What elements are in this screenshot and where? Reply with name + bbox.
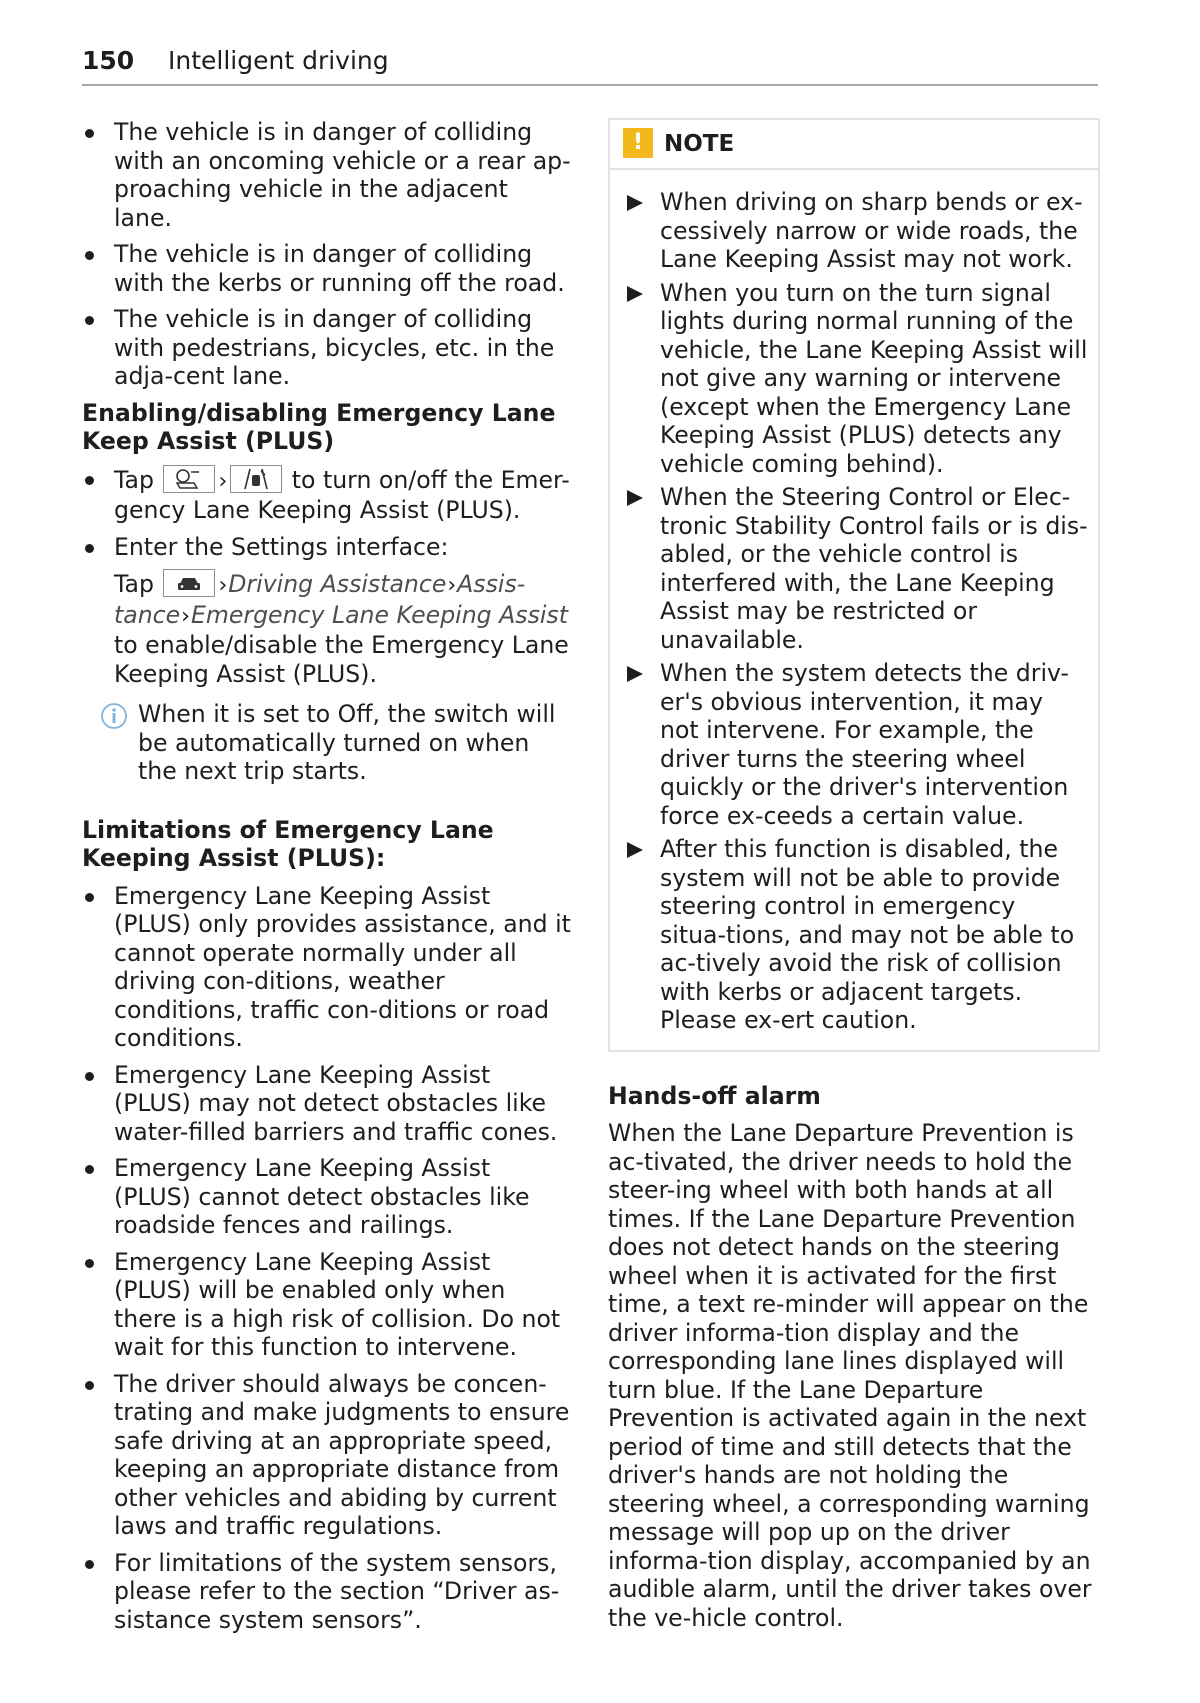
path-emergency-lane-keeping-assist[interactable]: Emergency Lane Keeping Assist — [190, 600, 568, 629]
bullet-dot — [85, 316, 94, 325]
bullet-dot — [85, 1072, 94, 1081]
list-item: The vehicle is in danger of colliding with the kerbs or running off the road. — [82, 240, 572, 297]
chevron-right-icon: › — [218, 573, 228, 598]
list-item: The vehicle is in danger of colliding with an oncoming vehicle or a rear ap-proaching vehicle in the adjacent lane. — [82, 118, 572, 232]
steering-assist-icon[interactable] — [163, 465, 215, 493]
list-item: Emergency Lane Keeping Assist (PLUS) may not detect obstacles like water-filled barriers and traffic cones. — [82, 1061, 572, 1147]
list-item: For limitations of the system sensors, please refer to the section “Driver as-sistance system sensors”. — [82, 1549, 572, 1635]
path-assistance[interactable]: Assis-tance — [114, 570, 526, 629]
triangle-bullet-icon — [626, 194, 644, 212]
warning-icon: ! — [623, 128, 653, 158]
bullet-dot — [85, 1165, 94, 1174]
info-icon — [100, 702, 128, 737]
bullet-dot — [85, 1259, 94, 1268]
right-column — [608, 118, 1100, 1632]
note-box — [608, 118, 1100, 1052]
note-item: When the system detects the driv-er's obvious intervention, it may not intervene. For example, the driver turns the steering wheel quickly or the driver's intervention force ex-ceeds a certain value. — [626, 659, 1088, 830]
list-item: The driver should always be concen-trating and make judgments to ensure safe driving at an appropriate speed, keeping an appropriate distance from other vehicles and abiding by current laws and traffic regulations. — [82, 1370, 572, 1541]
triangle-bullet-icon — [626, 489, 644, 507]
note-item: When driving on sharp bends or ex-cessively narrow or wide roads, the Lane Keeping Assist may not work. — [626, 188, 1088, 274]
bullet-dot — [85, 1381, 94, 1390]
chevron-right-icon: › — [218, 468, 228, 494]
list-item-tap-toggle: Tap › to turn on/off the Emer-gency Lane Keeping Assist (PLUS). — [82, 465, 572, 525]
limitations-heading: Limitations of Emergency Lane Keeping Assist (PLUS): — [82, 815, 494, 872]
bullet-dot — [85, 129, 94, 138]
list-item: Emergency Lane Keeping Assist (PLUS) will be enabled only when there is a high risk of collision. Do not wait for this function to intervene. — [82, 1248, 572, 1362]
note-body — [610, 170, 1098, 1050]
bullet-dot — [85, 476, 94, 485]
list-item: Emergency Lane Keeping Assist (PLUS) cannot detect obstacles like roadside fences and railings. — [82, 1154, 572, 1240]
bullet-dot — [85, 251, 94, 260]
car-icon[interactable] — [163, 569, 215, 597]
bullet-dot — [85, 544, 94, 553]
enable-heading: Enabling/disabling Emergency Lane Keep Assist (PLUS) — [82, 398, 556, 455]
triangle-bullet-icon — [626, 665, 644, 683]
settings-path: Tap ›Driving Assistance›Assis-tance›Emergency Lane Keeping Assist to enable/disable the Emergency Lane Keeping Assist (PLUS). — [114, 570, 569, 688]
hands-off-body: When the Lane Departure Prevention is ac-tivated, the driver needs to hold the steer-ing wheel with both hands at all times. If the Lane Departure Prevention does not detect hands on the steering wheel when it is activated for the first time, a text re-minder will appear on the driver informa-tion display and the corresponding lane lines displayed will turn blue. If the Lane Departure Prevention is activated again in the next period of time and still detects that the driver's hands are not holding the steering wheel, a corresponding warning message will pop up on the driver informa-tion display, accompanied by an audible alarm, until the driver takes over the ve-hicle control. — [608, 1119, 1092, 1632]
triangle-bullet-icon — [626, 285, 644, 303]
note-label: NOTE — [664, 131, 735, 157]
page-header — [82, 44, 1098, 86]
list-item-settings: Enter the Settings interface: — [82, 533, 572, 562]
chevron-right-icon: › — [181, 603, 190, 629]
lane-keep-icon[interactable] — [230, 465, 282, 493]
section-title: Intelligent driving — [168, 46, 389, 75]
chevron-right-icon: › — [447, 573, 457, 598]
list-item: The vehicle is in danger of colliding with pedestrians, bicycles, etc. in the adja-cent lane. — [82, 305, 572, 391]
note-item: After this function is disabled, the system will not be able to provide steering control in emergency situa-tions, and may not be able to ac-tively avoid the risk of collision with kerbs or adjacent targets. Please ex-ert caution. — [626, 835, 1088, 1035]
list-item: Emergency Lane Keeping Assist (PLUS) only provides assistance, and it cannot operate normally under all driving con-ditions, weather conditions, traffic con-ditions or road conditions. — [82, 882, 572, 1053]
bullet-dot — [85, 1560, 94, 1569]
left-column — [82, 118, 572, 1642]
info-note: When it is set to Off, the switch will be automatically turned on when the next trip starts. — [82, 700, 572, 786]
triangle-bullet-icon — [626, 841, 644, 859]
note-header — [610, 120, 1098, 170]
hands-off-heading: Hands-off alarm — [608, 1081, 821, 1110]
note-item: When you turn on the turn signal lights during normal running of the vehicle, the Lane Keeping Assist will not give any warning or intervene (except when the Emergency Lane Keeping Assist (PLUS) detects any vehicle coming behind). — [626, 279, 1088, 479]
path-driving-assistance[interactable]: Driving Assistance — [228, 570, 447, 598]
note-item: When the Steering Control or Elec-tronic Stability Control fails or is dis-abled, or the vehicle control is interfered with, the Lane Keeping Assist may be restricted or unavailable. — [626, 483, 1088, 654]
page-number: 150 — [82, 46, 135, 75]
bullet-dot — [85, 893, 94, 902]
